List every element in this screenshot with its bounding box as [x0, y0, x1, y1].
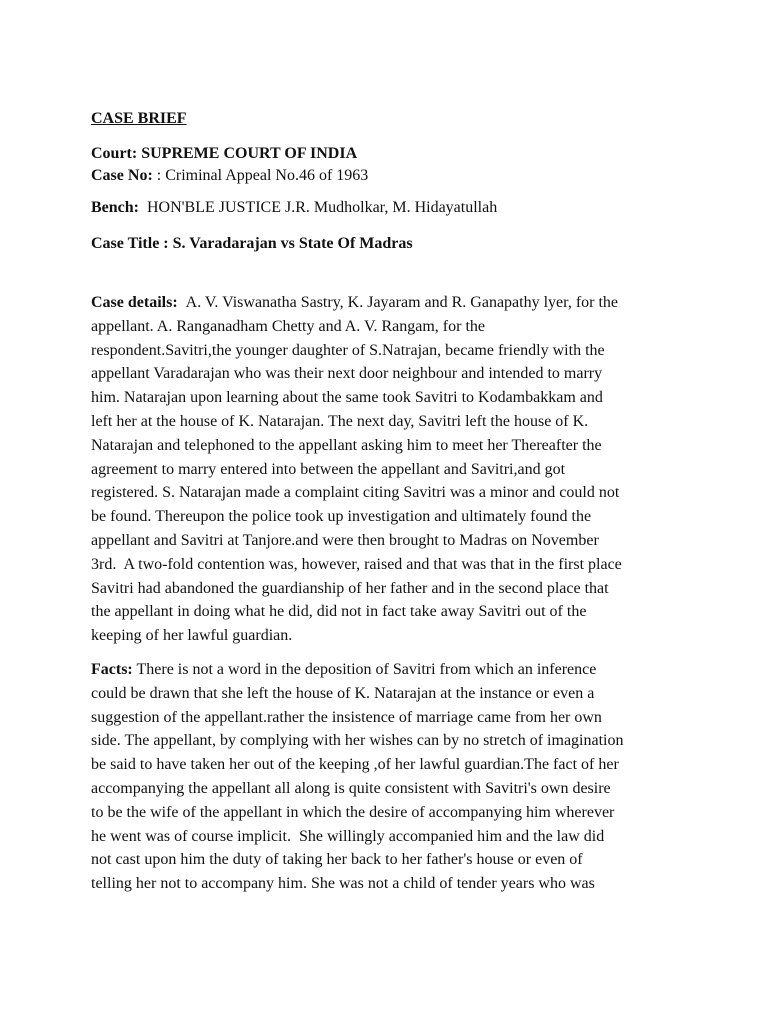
- facts-line: [91, 658, 681, 682]
- facts-line: accompanying the appellant all along is quite consistent with Savitri's own desire: [91, 779, 611, 797]
- bench-value: HON'BLE JUSTICE J.R. Mudholkar, M. Hidayatullah: [147, 199, 498, 216]
- court-line: [91, 143, 681, 165]
- facts-line: side. The appellant, by complying with her wishes can by no stretch of imagination: [91, 732, 624, 750]
- details-line: registered. S. Natarajan made a complaint citing Savitri was a minor and could not: [91, 484, 620, 502]
- bench-line: [91, 197, 681, 219]
- document-page: [91, 108, 681, 896]
- facts-line: he went was of course implicit. She willingly accompanied him and the law did: [91, 827, 605, 845]
- details-line: respondent.Savitri,the younger daughter of S.Natrajan, became friendly with the: [91, 341, 605, 359]
- details-line: left her at the house of K. Natarajan. The next day, Savitri left the house of K.: [91, 412, 589, 430]
- details-line: him. Natarajan upon learning about the same took Savitri to Kodambakkam and: [91, 389, 603, 407]
- details-line: Savitri had abandoned the guardianship of her father and in the second place that: [91, 579, 609, 597]
- facts-line: could be drawn that she left the house of K. Natarajan at the instance or even a: [91, 684, 595, 702]
- facts-line: be said to have taken her out of the keeping ,of her lawful guardian.The fact of her: [91, 756, 619, 774]
- facts-line: to be the wife of the appellant in which the desire of accompanying him wherever: [91, 803, 615, 821]
- details-line: the appellant in doing what he did, did not in fact take away Savitri out of the: [91, 603, 587, 621]
- case-title: Case Title : S. Varadarajan vs State Of Madras: [91, 235, 413, 252]
- facts-line: telling her not to accompany him. She was not a child of tender years who was: [91, 875, 595, 893]
- court-label: Court:: [91, 145, 138, 162]
- details-line-text: A. V. Viswanatha Sastry, K. Jayaram and R. Ganapathy lyer, for the: [185, 294, 619, 311]
- details-line: [91, 291, 681, 315]
- document-title: CASE BRIEF: [91, 110, 187, 127]
- case-details-paragraph: [91, 291, 681, 648]
- bench-label: Bench:: [91, 199, 139, 216]
- facts-line: suggestion of the appellant.rather the insistence of marriage came from her own: [91, 708, 602, 726]
- details-line: be found. Thereupon the police took up investigation and ultimately found the: [91, 508, 592, 526]
- details-line: agreement to marry entered into between the appellant and Savitri,and got: [91, 460, 566, 478]
- facts-line-text: There is not a word in the deposition of Savitri from which an inference: [136, 660, 597, 678]
- court-value: SUPREME COURT OF INDIA: [141, 145, 358, 162]
- details-label: Case details:: [91, 294, 178, 311]
- facts-label: Facts:: [91, 660, 133, 678]
- facts-paragraph: [91, 658, 681, 896]
- details-line: appellant and Savitri at Tanjore.and were then brought to Madras on November: [91, 531, 599, 549]
- details-line: appellant Varadarajan who was their next door neighbour and intended to marry: [91, 365, 603, 383]
- case-no-line: [91, 165, 681, 187]
- details-line: keeping of her lawful guardian.: [91, 627, 293, 645]
- details-line: 3rd. A two-fold contention was, however, raised and that was that in the first place: [91, 555, 622, 573]
- facts-line: not cast upon him the duty of taking her back to her father's house or even of: [91, 851, 583, 869]
- details-line: Natarajan and telephoned to the appellant asking him to meet her Thereafter the: [91, 436, 602, 454]
- case-no-value: : Criminal Appeal No.46 of 1963: [152, 167, 369, 184]
- case-no-label: Case No:: [91, 167, 153, 184]
- details-line: appellant. A. Ranganadham Chetty and A. V. Rangam, for the: [91, 317, 485, 335]
